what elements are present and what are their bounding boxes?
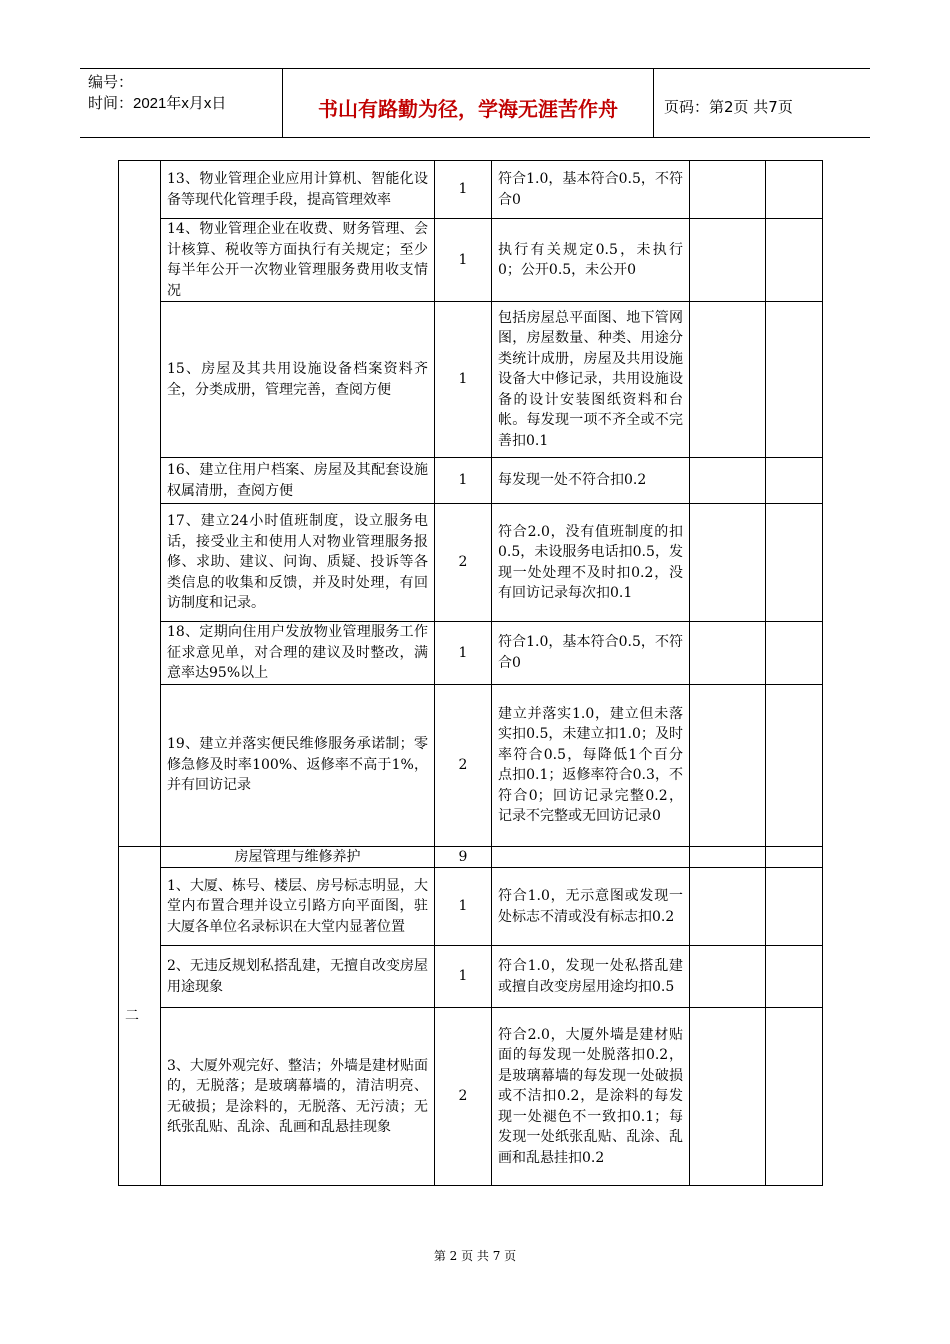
item-cell: 16、建立住用户档案、房屋及其配套设施权属清册，查阅方便	[161, 458, 435, 504]
table-row	[119, 868, 823, 946]
empty-cell	[690, 684, 766, 846]
item-cell: 18、定期向住用户发放物业管理服务工作征求意见单，对合理的建议及时整改，满意率达95%以上	[161, 622, 435, 685]
empty-cell	[690, 219, 766, 302]
empty-cell	[690, 458, 766, 504]
section-cell	[119, 161, 161, 847]
empty-cell	[766, 219, 823, 302]
empty-cell	[766, 458, 823, 504]
criteria-cell: 符合1.0，基本符合0.5，不符合0	[492, 622, 690, 685]
section-header-row	[119, 846, 823, 868]
score-cell: 1	[435, 458, 492, 504]
empty-cell	[690, 868, 766, 946]
table-row	[119, 458, 823, 504]
empty-cell	[766, 684, 823, 846]
header-page-info: 页码：第2页 共7页	[664, 97, 793, 116]
score-cell: 1	[435, 219, 492, 302]
table-row	[119, 161, 823, 219]
score-cell: 1	[435, 868, 492, 946]
criteria-cell: 符合2.0，没有值班制度的扣0.5，未设服务电话扣0.5，发现一处处理不及时扣0.2，没有回访记录每次扣0.1	[492, 504, 690, 622]
criteria-cell: 执行有关规定0.5，未执行0；公开0.5，未公开0	[492, 219, 690, 302]
score-cell: 1	[435, 622, 492, 685]
criteria-cell: 符合1.0，发现一处私搭乱建或擅自改变房屋用途均扣0.5	[492, 946, 690, 1008]
table-row	[119, 946, 823, 1008]
item-cell: 19、建立并落实便民维修服务承诺制；零修急修及时率100%、返修率不高于1%，并有回访记录	[161, 684, 435, 846]
page-header	[80, 68, 870, 138]
empty-cell	[690, 622, 766, 685]
section-score: 9	[435, 846, 492, 868]
empty-cell	[766, 846, 823, 868]
table-row	[119, 302, 823, 458]
document-number-label: 编号：	[88, 74, 134, 91]
criteria-cell: 符合2.0，大厦外墙是建材贴面的每发现一处脱落扣0.2，是玻璃幕墙的每发现一处破损或不洁扣0.2，是涂料的每发现一处褪色不一致扣0.1；每发现一处纸张乱贴、乱涂、乱画和乱悬挂扣0.2	[492, 1008, 690, 1186]
table-row	[119, 622, 823, 685]
criteria-cell: 包括房屋总平面图、地下管网图，房屋数量、种类、用途分类统计成册，房屋及共用设施设备大中修记录，共用设施设备的设计安装图纸资料和台帐。每发现一项不齐全或不完善扣0.1	[492, 302, 690, 458]
table-row	[119, 219, 823, 302]
score-cell: 2	[435, 1008, 492, 1186]
empty-cell	[690, 302, 766, 458]
header-motto: 书山有路勤为径，学海无涯苦作舟	[282, 69, 654, 137]
table-row	[119, 684, 823, 846]
table-row	[119, 1008, 823, 1186]
empty-cell	[690, 946, 766, 1008]
item-cell: 17、建立24小时值班制度，设立服务电话，接受业主和使用人对物业管理服务报修、求助、建议、问询、质疑、投诉等各类信息的收集和反馈，并及时处理，有回访制度和记录。	[161, 504, 435, 622]
empty-cell	[492, 846, 690, 868]
empty-cell	[766, 946, 823, 1008]
empty-cell	[766, 868, 823, 946]
empty-cell	[690, 1008, 766, 1186]
header-meta	[80, 69, 282, 137]
section-number: 二	[119, 846, 161, 1186]
empty-cell	[766, 302, 823, 458]
empty-cell	[766, 161, 823, 219]
item-cell: 14、物业管理企业在收费、财务管理、会计核算、税收等方面执行有关规定；至少每半年公开一次物业管理服务费用收支情况	[161, 219, 435, 302]
empty-cell	[690, 161, 766, 219]
score-cell: 2	[435, 504, 492, 622]
empty-cell	[766, 622, 823, 685]
item-cell: 1、大厦、栋号、楼层、房号标志明显，大堂内布置合理并设立引路方向平面图，驻大厦各单位名录标识在大堂内显著位置	[161, 868, 435, 946]
empty-cell	[766, 504, 823, 622]
empty-cell	[690, 504, 766, 622]
score-cell: 1	[435, 946, 492, 1008]
criteria-cell: 符合1.0，无示意图或发现一处标志不清或没有标志扣0.2	[492, 868, 690, 946]
score-cell: 2	[435, 684, 492, 846]
page-footer: 第 2 页 共 7 页	[433, 1249, 517, 1263]
empty-cell	[690, 846, 766, 868]
criteria-cell: 每发现一处不符合扣0.2	[492, 458, 690, 504]
score-cell: 1	[435, 161, 492, 219]
table-row	[119, 504, 823, 622]
section-title: 房屋管理与维修养护	[161, 846, 435, 868]
document-date: 时间：2021年x月x日	[88, 95, 227, 112]
criteria-cell: 建立并落实1.0，建立但未落实扣0.5，未建立扣1.0；及时率符合0.5，每降低1个百分点扣0.1；返修率符合0.3，不符合0；回访记录完整0.2，记录不完整或无回访记录0	[492, 684, 690, 846]
item-cell: 13、物业管理企业应用计算机、智能化设备等现代化管理手段，提高管理效率	[161, 161, 435, 219]
item-cell: 3、大厦外观完好、整洁；外墙是建材贴面的，无脱落；是玻璃幕墙的，清洁明亮、无破损；是涂料的，无脱落、无污渍；无纸张乱贴、乱涂、乱画和乱悬挂现象	[161, 1008, 435, 1186]
empty-cell	[766, 1008, 823, 1186]
criteria-cell: 符合1.0，基本符合0.5，不符合0	[492, 161, 690, 219]
item-cell: 15、房屋及其共用设施设备档案资料齐全，分类成册，管理完善，查阅方便	[161, 302, 435, 458]
assessment-table	[118, 160, 823, 1186]
score-cell: 1	[435, 302, 492, 458]
item-cell: 2、无违反规划私搭乱建，无擅自改变房屋用途现象	[161, 946, 435, 1008]
